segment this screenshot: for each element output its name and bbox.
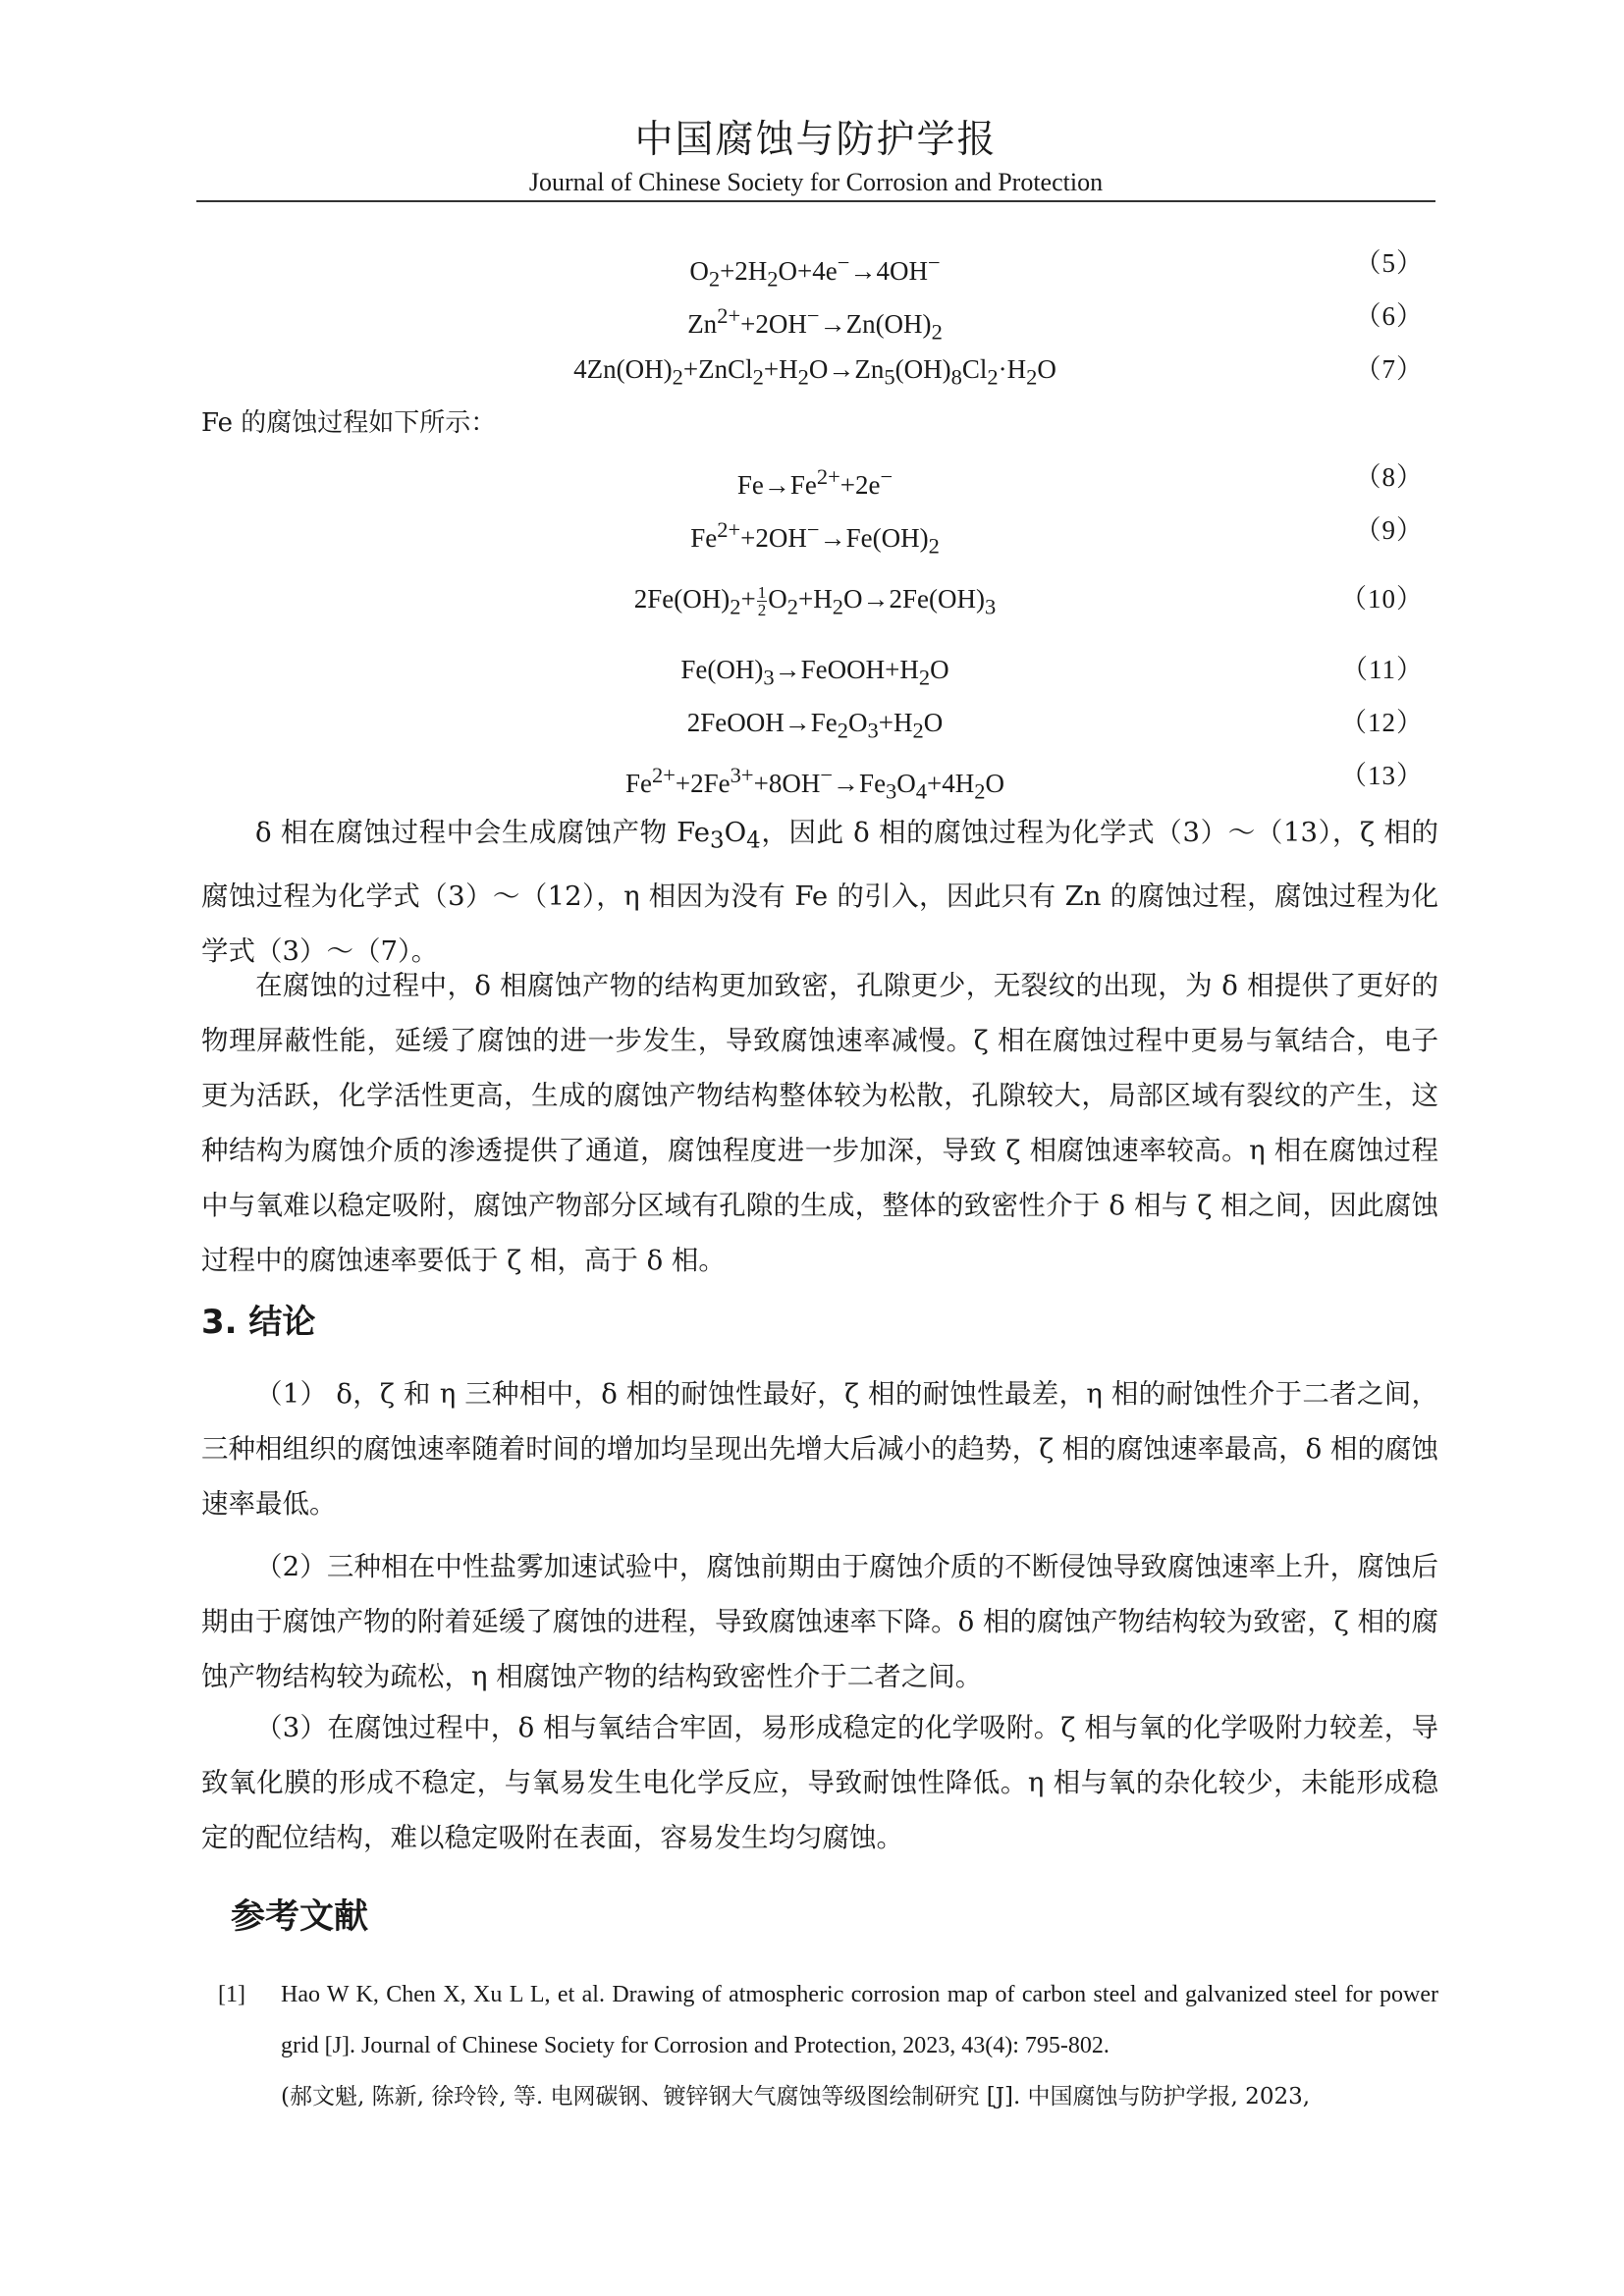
reference-english: Hao W K, Chen X, Xu L L, et al. Drawing of atmospheric corrosion map of carbon steel and galvanized steel for power grid [J]. Journal of Chinese Society for Corrosion and Protection, 2023, 43(4): 795-802. bbox=[281, 1982, 1438, 2058]
equation-formula: $4Zn(OH)_2+ZnCl_2+H_2O\to Zn_5(OH)_8Cl_2\cdot H_2O$ bbox=[573, 354, 1056, 390]
equation-10 bbox=[206, 577, 1424, 620]
equation-formula: $O_2+2H_2O+4e^-\to 4OH^-$ bbox=[689, 250, 941, 292]
equation-5 bbox=[206, 241, 1424, 292]
equation-formula: $2FeOOH\to Fe_2O_3+H_2O$ bbox=[686, 708, 944, 743]
conclusion-paragraph-3: （3）在腐蚀过程中，δ 相与氧结合牢固，易形成稳定的化学吸附。ζ 相与氧的化学吸附力较差，导致氧化膜的形成不稳定，与氧易发生电化学反应，导致耐蚀性降低。η 相与氧的杂化较少，未能形成稳定的配位结构，难以稳定吸附在表面，容易发生均匀腐蚀。 bbox=[201, 1712, 1438, 1853]
equation-number: （5） bbox=[1354, 248, 1424, 278]
journal-header bbox=[196, 116, 1435, 198]
body-paragraph-mechanism: 在腐蚀的过程中，δ 相腐蚀产物的结构更加致密，孔隙更少，无裂纹的出现，为 δ 相提供了更好的物理屏蔽性能，延缓了腐蚀的进一步发生，导致腐蚀速率减慢。ζ 相在腐蚀过程中更易与氧结合，电子更为活跃，化学活性更高，生成的腐蚀产物结构整体较为松散，孔隙较大，局部区域有裂纹的产生，这种结构为腐蚀介质的渗透提供了通道，腐蚀程度进一步加深，导致 ζ 相腐蚀速率较高。η 相在腐蚀过程中与氧难以稳定吸附，腐蚀产物部分区域有孔隙的生成，整体的致密性介于 δ 相与 ζ 相之间，因此腐蚀过程中的腐蚀速率要低于 ζ 相，高于 δ 相。 bbox=[201, 970, 1438, 1276]
reference-item bbox=[218, 1969, 1438, 2122]
equation-number: （10） bbox=[1340, 584, 1424, 614]
header-divider bbox=[196, 200, 1435, 202]
equation-formula: $Fe(OH)_3\to FeOOH+H_2O$ bbox=[680, 655, 949, 690]
conclusion-paragraph-1: （1） δ，ζ 和 η 三种相中，δ 相的耐蚀性最好，ζ 相的耐蚀性最差，η 相的耐蚀性介于二者之间，三种相组织的腐蚀速率随着时间的增加均呈现出先增大后减小的趋势，ζ 相的腐蚀速率最高，δ 相的腐蚀速率最低。 bbox=[201, 1378, 1438, 1520]
equation-number: （12） bbox=[1340, 708, 1424, 737]
equation-formula: $2Fe(OH)_2+$ $\frac{1}{2}$ $O_2+H_2O\to 2Fe(OH)_3$ bbox=[633, 583, 997, 620]
references-heading: 参考文献 bbox=[231, 1897, 369, 1937]
equation-number: （7） bbox=[1354, 354, 1424, 384]
journal-title-en: Journal of Chinese Society for Corrosion and Protection bbox=[528, 168, 1104, 196]
section-heading-conclusion: 3. 结论 bbox=[201, 1303, 316, 1342]
equation-formula: $Fe^{2+}+2OH^-\to Fe(OH)_2$ bbox=[690, 517, 940, 559]
conclusion-paragraph-2: （2）三种相在中性盐雾加速试验中，腐蚀前期由于腐蚀介质的不断侵蚀导致腐蚀速率上升，腐蚀后期由于腐蚀产物的附着延缓了腐蚀的进程，导致腐蚀速率下降。δ 相的腐蚀产物结构较为致密，ζ 相的腐蚀产物结构较为疏松，η 相腐蚀产物的结构致密性介于二者之间。 bbox=[201, 1551, 1438, 1692]
equation-7 bbox=[206, 347, 1424, 391]
equation-formula: $Zn^{2+}+2OH^-\to Zn(OH)_2$ bbox=[687, 303, 943, 345]
body-paragraph-delta-process: δ 相在腐蚀过程中会生成腐蚀产物 $Fe_3O_4$，因此 δ 相的腐蚀过程为化学式（3）～（13），ζ 相的腐蚀过程为化学式（3）～（12），η 相因为没有 Fe 的引入，因此只有 Zn 的腐蚀过程，腐蚀过程为化学式（3）～（7）。 bbox=[201, 817, 1438, 967]
equation-number: （9） bbox=[1354, 515, 1424, 545]
equation-13 bbox=[206, 754, 1424, 804]
equation-11 bbox=[206, 648, 1424, 691]
equation-formula: $Fe\to Fe^{2+}+2e^-$ bbox=[736, 464, 893, 500]
equation-9 bbox=[206, 508, 1424, 559]
equation-8 bbox=[206, 455, 1424, 499]
reference-chinese: (郝文魁, 陈新, 徐玲铃, 等. 电网碳钢、镀锌钢大气腐蚀等级图绘制研究 [J]. 中国腐蚀与防护学报, 2023, bbox=[281, 2084, 1311, 2109]
equation-6 bbox=[206, 294, 1424, 345]
reference-number: [1] bbox=[218, 1982, 245, 2007]
journal-title-cn: 中国腐蚀与防护学报 bbox=[634, 118, 998, 162]
equation-formula: $Fe^{2+}+2Fe^{3+}+8OH^-\to Fe_3O_4+4H_2O$ bbox=[624, 763, 1005, 804]
equation-number: （6） bbox=[1354, 301, 1424, 331]
fe-process-intro: Fe 的腐蚀过程如下所示： bbox=[201, 408, 497, 438]
equation-number: （13） bbox=[1340, 761, 1424, 790]
equation-12 bbox=[206, 701, 1424, 744]
equation-number: （8） bbox=[1354, 462, 1424, 492]
equation-number: （11） bbox=[1341, 655, 1424, 684]
